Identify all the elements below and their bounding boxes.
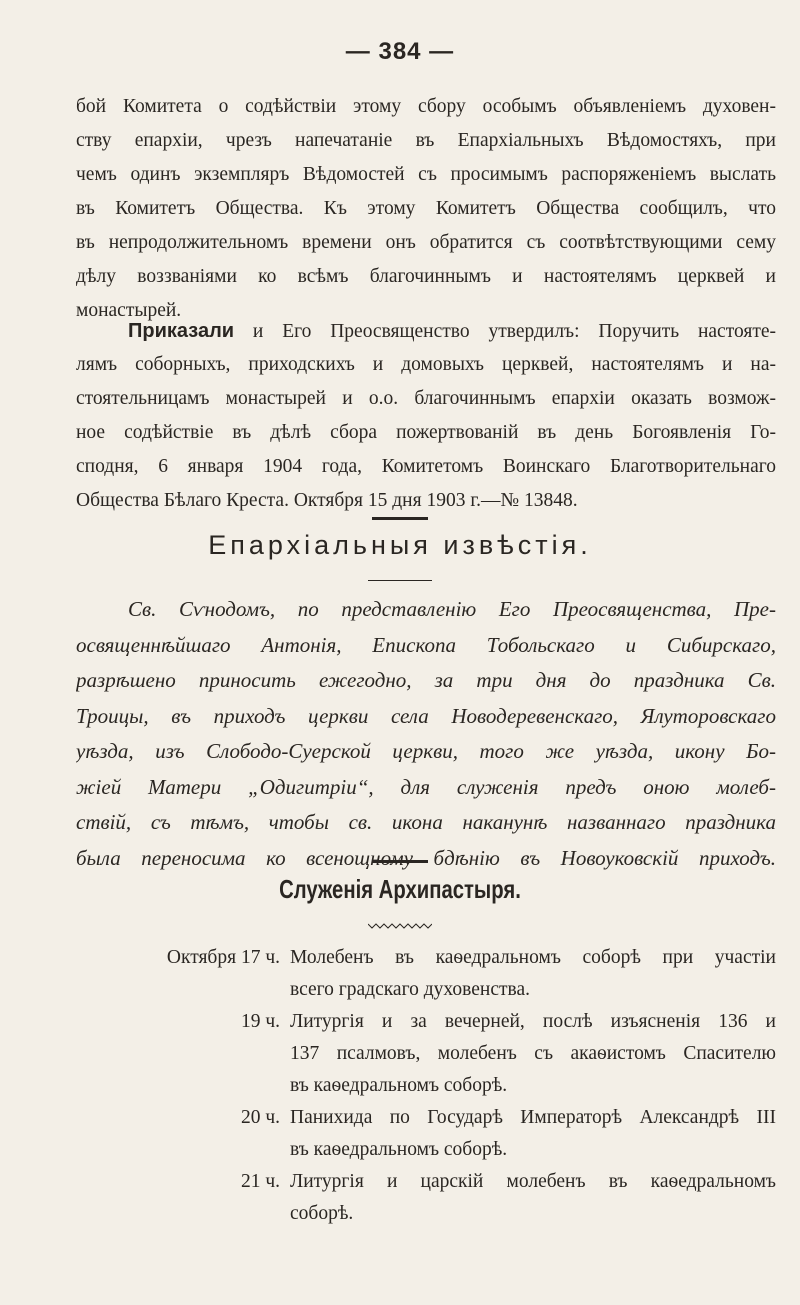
text-line: монастырей. (76, 300, 182, 321)
service-description (290, 1006, 776, 1102)
text-line: въ Комитетъ Общества. Къ этому Комитетъ Общества сообщилъ, что (76, 198, 776, 219)
section-title-services: Служенія Архипастыря. (279, 874, 521, 904)
text-line: въ каѳедральномъ соборѣ. (290, 1075, 508, 1096)
text-line: дѣлу воззваніями ко всѣмъ благочиннымъ и настоятелямъ церквей и (76, 266, 776, 287)
text-line: ствій, съ тѣмъ, чтобы св. икона наканунѣ названнаго праздника (76, 810, 776, 834)
text-line: уѣзда, изъ Слободо-Суерской церкви, того же уѣзда, икону Бо- (76, 739, 776, 763)
page-number: — 384 — (345, 38, 455, 65)
section-divider (372, 517, 428, 520)
text-line: бой Комитета о содѣйствіи этому сбору особымъ объявленіемъ духовен- (76, 96, 776, 117)
text-line: стоятельницамъ монастырей и о.о. благочиннымъ епархіи оказать возмож- (76, 388, 776, 409)
text-line (76, 314, 776, 348)
text-line: лямъ соборныхъ, приходскихъ и домовыхъ церквей, настоятелямъ и на- (76, 354, 776, 375)
text-line: Св. Сѵнодомъ, по представленію Его Преосвященства, Пре- (128, 597, 776, 621)
section-divider (372, 860, 428, 863)
paragraph-committee (76, 90, 776, 328)
resolution-lead: Приказали (128, 320, 235, 342)
text-line: Литургія и царскій молебенъ въ каѳедральномъ (290, 1171, 776, 1192)
resolution-first-line: и Его Преосвященство утвердилъ: Поручить настояте- (252, 321, 776, 342)
service-description (290, 1166, 776, 1230)
text-line: Молебенъ въ каѳедральномъ соборѣ при участіи (290, 947, 776, 968)
text-line: Панихида по Государѣ Императорѣ Александрѣ III (290, 1107, 776, 1128)
text-line: освященнѣйшаго Антонія, Епископа Тобольскаго и Сибирскаго, (76, 632, 776, 657)
text-line: 137 псалмовъ, молебенъ съ акаѳистомъ Спасителю (290, 1043, 776, 1064)
service-date: 21 ч. (240, 1171, 280, 1192)
text-line: всего градскаго духовенства. (290, 979, 530, 1000)
text-line: Литургія и за вечерней, послѣ изъясненія 136 и (290, 1011, 776, 1032)
text-line: ству епархіи, чрезъ напечатаніе въ Епархіальныхъ Вѣдомостяхъ, при (76, 130, 776, 151)
text-line: сподня, 6 января 1904 года, Комитетомъ Воинскаго Благотворительнаго (76, 456, 776, 477)
service-date: 19 ч. (240, 1011, 280, 1032)
section-title-news: Епархіальныя извѣстія. (208, 530, 592, 560)
text-line: ное содѣйствіе въ дѣлѣ сбора пожертвованій въ день Богоявленія Го- (76, 422, 776, 443)
paragraph-resolution (76, 314, 776, 518)
text-line: Общества Бѣлаго Креста. Октября 15 дня 1903 г.—№ 13848. (76, 490, 578, 511)
text-line: разрѣшено приносить ежегодно, за три дня до праздника Св. (76, 668, 776, 692)
service-description (290, 1102, 776, 1166)
wavy-ornament (368, 922, 432, 930)
text-line: была переносима ко всенощному бдѣнію въ Новоуковскій приходъ. (76, 845, 776, 870)
text-line: соборѣ. (290, 1203, 354, 1224)
text-line: въ каѳедральномъ соборѣ. (290, 1139, 508, 1160)
text-line: въ непродолжительномъ времени онъ обратится съ соотвѣтствующими сему (76, 232, 776, 253)
service-description (290, 942, 776, 1006)
section-title-underline (368, 580, 432, 581)
service-date: Октября 17 ч. (166, 947, 280, 968)
service-date: 20 ч. (240, 1107, 280, 1128)
paragraph-synod (76, 592, 776, 876)
text-line: Троицы, въ приходъ церкви села Новодеревенскаго, Ялуторовскаго (76, 703, 776, 728)
text-line: чемъ одинъ экземпляръ Вѣдомостей съ просимымъ распоряженіемъ выслать (76, 164, 776, 185)
text-line: жіей Матери „Одигитріи“, для служенія предъ оною молеб- (76, 774, 776, 799)
